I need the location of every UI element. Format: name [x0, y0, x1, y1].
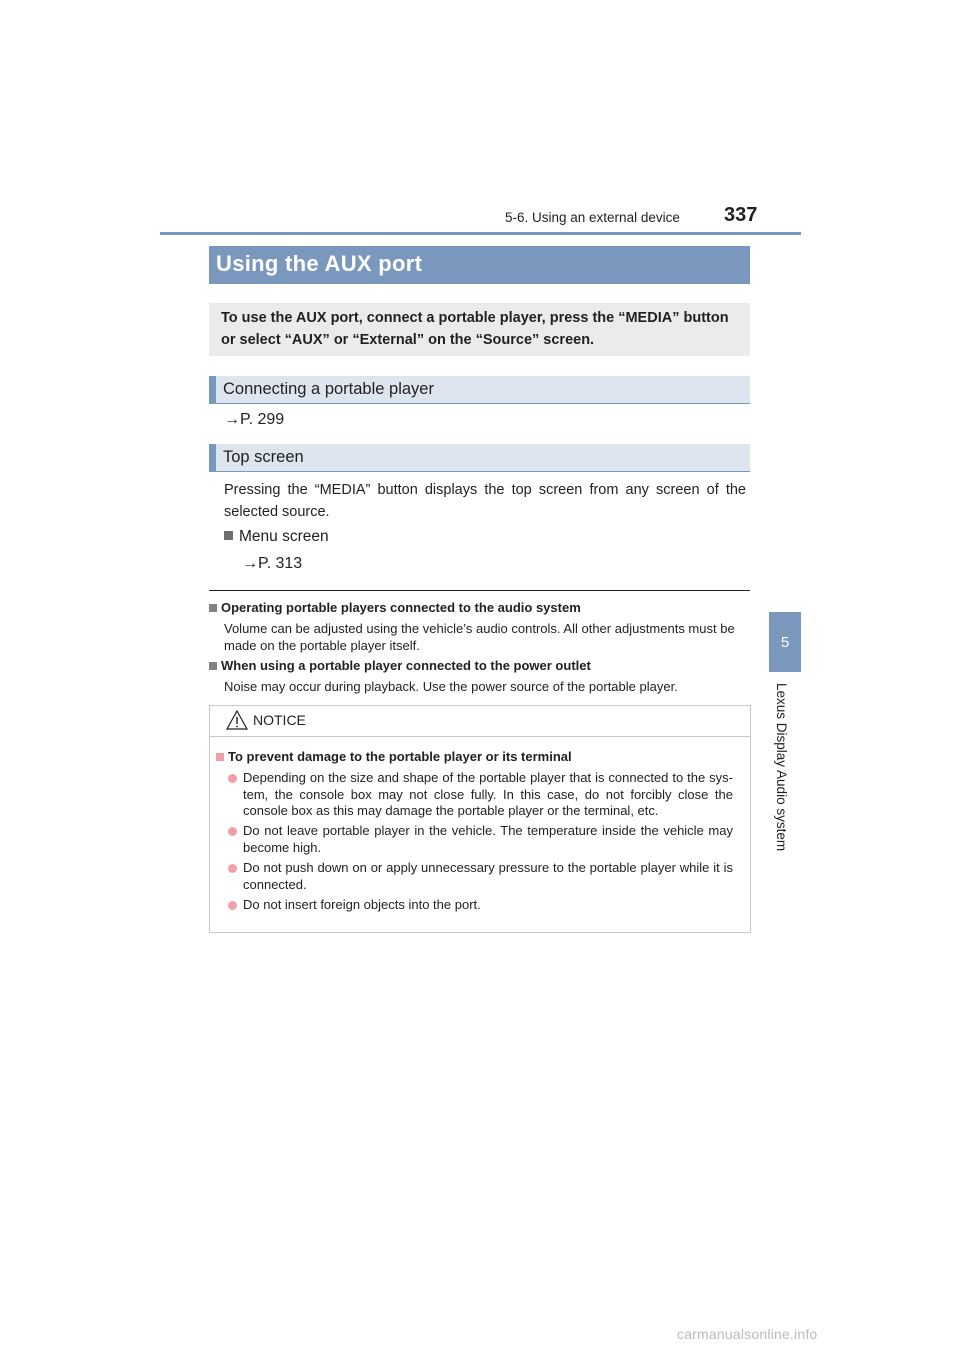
notice-bullet-text: Depending on the size and shape of the portable player that is connected to the sys-tem, the console box may not close fully. In this case, do not forcibly close the console box as this may damage the portable player or the terminal, etc.	[243, 770, 733, 818]
reference-text: P. 313	[258, 555, 303, 572]
menu-screen-heading	[224, 528, 329, 546]
heading-bar	[209, 444, 216, 472]
notice-bullet	[228, 770, 733, 820]
header-rule	[160, 232, 801, 235]
notice-bullet-text: Do not push down on or apply unnecessary pressure to the portable player while it is connected.	[243, 860, 733, 892]
bullet-dot-icon	[228, 864, 237, 873]
notice-bullet	[228, 897, 733, 914]
chapter-label	[771, 683, 789, 873]
warning-triangle-icon	[225, 709, 249, 731]
page-number: 337	[724, 204, 758, 226]
section-heading-connecting	[209, 376, 750, 404]
chapter-label-text: Lexus Display Audio system	[774, 683, 789, 852]
notice-header	[210, 706, 750, 737]
square-bullet-icon	[209, 662, 217, 670]
notice-title: NOTICE	[253, 712, 306, 728]
right-arrow-icon: →	[224, 411, 240, 428]
page-title-bar	[209, 246, 750, 284]
page-reference-link[interactable]	[224, 411, 284, 429]
bullet-dot-icon	[228, 827, 237, 836]
section-divider	[209, 590, 750, 591]
section-heading-top-screen	[209, 444, 750, 472]
bullet-dot-icon	[228, 901, 237, 910]
note-text: Noise may occur during playback. Use the power source of the portable player.	[224, 679, 678, 694]
watermark-link[interactable]: carmanualsonline.info	[677, 1326, 818, 1342]
notice-bullet-text: Do not leave portable player in the vehicle. The temperature inside the vehicle may become high.	[243, 823, 733, 855]
note-heading-text: When using a portable player connected to the power outlet	[221, 658, 591, 673]
square-bullet-icon	[209, 604, 217, 612]
note-heading-text: Operating portable players connected to the audio system	[221, 600, 581, 615]
notice-bullet	[228, 860, 733, 893]
top-screen-description: Pressing the “MEDIA” button displays the top screen from any screen of the selected source.	[224, 482, 746, 520]
heading-bar	[209, 376, 216, 404]
chapter-tab[interactable]: 5	[769, 612, 801, 672]
note-text: Volume can be adjusted using the vehicle’s audio controls. All other adjustments must be made on the portable player itself.	[224, 621, 735, 653]
square-bullet-icon	[216, 753, 224, 761]
note-heading	[209, 658, 591, 673]
notice-bullet-text: Do not insert foreign objects into the port.	[243, 897, 481, 912]
section-heading-text: Connecting a portable player	[223, 380, 434, 398]
notice-box	[209, 705, 751, 933]
note-heading	[209, 600, 581, 615]
page-title: Using the AUX port	[216, 251, 423, 276]
bullet-dot-icon	[228, 774, 237, 783]
menu-screen-heading-text: Menu screen	[239, 528, 329, 545]
page-reference-link[interactable]	[242, 555, 302, 573]
notice-bullet	[228, 823, 733, 856]
intro-text: To use the AUX port, connect a portable player, press the “MEDIA” button or select “AUX” or “External” on the “Source” screen.	[221, 310, 729, 348]
right-arrow-icon: →	[242, 555, 258, 572]
section-heading-text: Top screen	[223, 448, 304, 466]
notice-heading-text: To prevent damage to the portable player or its terminal	[228, 749, 572, 764]
running-header: 5-6. Using an external device	[505, 210, 680, 225]
square-bullet-icon	[224, 531, 233, 540]
intro-box	[209, 303, 750, 356]
reference-text: P. 299	[240, 411, 285, 428]
notice-heading	[216, 749, 572, 764]
